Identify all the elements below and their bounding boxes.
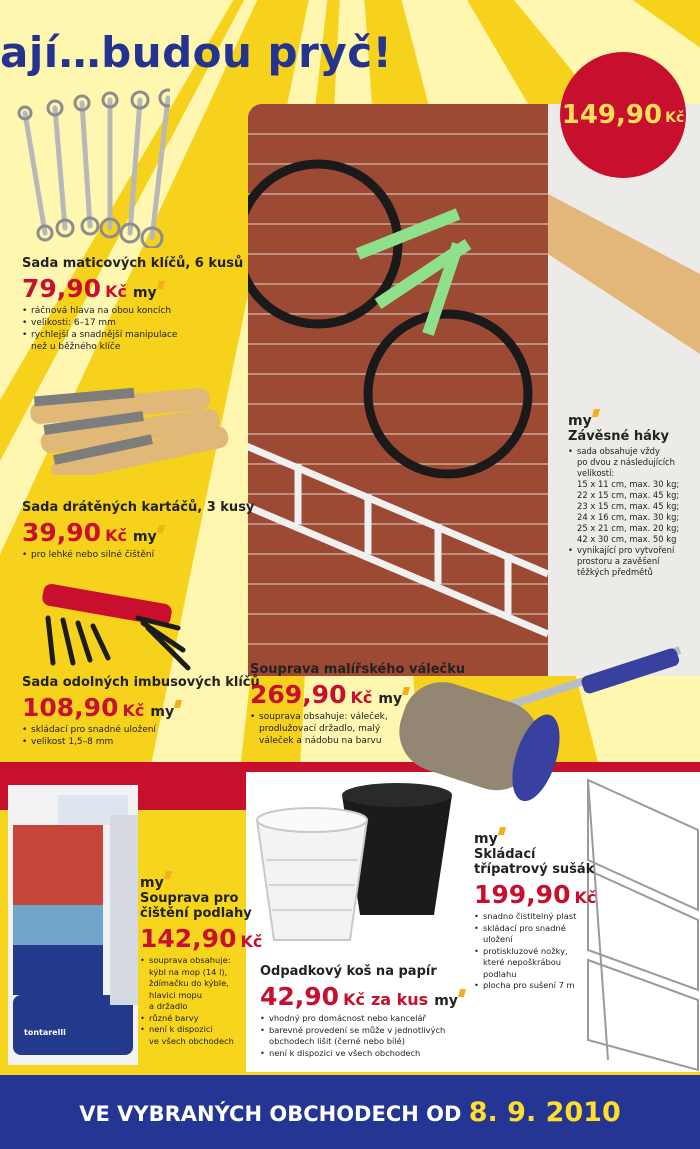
bullet-list xyxy=(22,305,243,353)
bullet-text: hlavici mopu xyxy=(149,989,203,1000)
size-text: 24 x 16 cm, max. 30 kg; xyxy=(577,512,680,522)
size-text: 25 x 21 cm, max. 20 kg; xyxy=(577,523,680,533)
floor-kit-image xyxy=(8,785,138,1065)
product-floor-kit xyxy=(140,872,263,1047)
wrenches-image xyxy=(10,88,170,248)
product-price xyxy=(22,274,243,303)
product-price xyxy=(22,693,260,722)
price-currency: Kč xyxy=(350,688,373,707)
footer-banner xyxy=(0,1075,700,1149)
dryer-image xyxy=(578,770,700,1075)
bullet: • snadno čistitelný plast xyxy=(474,911,584,923)
product-title: Sada maticových klíčů, 6 kusů xyxy=(22,256,244,271)
bullet: • protiskluzové nožky, xyxy=(474,946,584,958)
product-wrenches xyxy=(22,256,243,353)
price-unit: za kus xyxy=(370,990,429,1009)
bullet-text: kýbl na mop (14 l), xyxy=(149,966,228,977)
bullet-continuation xyxy=(474,934,584,946)
size-text: 22 x 15 cm, max. 45 kg; xyxy=(577,490,680,500)
waste-bins-image xyxy=(252,780,462,950)
bullet-text: ždímačku do kýble, xyxy=(149,978,229,988)
bullet-text: které nepoškrábou xyxy=(483,957,562,967)
bullet: • různé barvy xyxy=(140,1013,250,1025)
size-text: 42 x 30 cm, max. 50 kg xyxy=(577,534,677,544)
bullet-continuation xyxy=(140,1001,250,1013)
bullet-text: po dvou z následujících xyxy=(577,457,675,467)
bullet: • není k dispozici ve všech obchodech xyxy=(260,1048,458,1060)
bullet-list xyxy=(474,911,584,992)
bullet: • pro lehké nebo silné čištění xyxy=(22,549,254,561)
bullet-continuation xyxy=(568,567,700,578)
price-currency: Kč xyxy=(343,990,365,1009)
price-value: 42,90 xyxy=(260,982,340,1011)
bullet: • skládací pro snadné xyxy=(474,923,584,935)
bike-photo-panel xyxy=(248,104,700,676)
bullet-list xyxy=(22,724,260,748)
bullet: • barevné provedení se může v jednotlivých xyxy=(260,1025,458,1037)
bullet-continuation xyxy=(474,957,584,969)
bullet: • rychlejší a snadnější manipulace xyxy=(22,329,243,341)
product-dryer xyxy=(474,828,597,992)
brand-logo: my xyxy=(140,875,164,891)
footer-date: 8. 9. 2010 xyxy=(468,1097,621,1128)
bullet-text: velikostí: xyxy=(577,468,615,478)
bullet-text: obchodech lišit (černé nebo bílé) xyxy=(269,1036,405,1046)
product-price xyxy=(474,880,597,909)
hex-keys-image xyxy=(28,578,198,673)
bullet: • velikosti: 6–17 mm xyxy=(22,317,243,329)
brand-logo: my xyxy=(132,529,157,545)
footer-text: VE VYBRANÝCH OBCHODECH OD xyxy=(79,1102,462,1126)
bullet-continuation xyxy=(22,341,243,353)
bullet-continuation xyxy=(568,468,700,479)
product-price xyxy=(22,518,254,547)
bullet: • vynikající pro vytvoření xyxy=(568,545,700,556)
size-row xyxy=(568,534,700,545)
bullet-continuation xyxy=(140,1036,250,1048)
price-value: 39,90 xyxy=(22,518,102,547)
price-value: 79,90 xyxy=(22,274,102,303)
bullet: • plocha pro sušení 7 m xyxy=(474,980,584,992)
price-currency: Kč xyxy=(665,110,685,126)
product-price xyxy=(140,924,263,953)
product-title: Odpadkový koš na papír xyxy=(260,964,437,979)
size-row xyxy=(568,501,700,512)
product-price xyxy=(260,982,458,1011)
size-row xyxy=(568,512,700,523)
bullet-text: uložení xyxy=(483,934,513,944)
product-title: Závěsné háky xyxy=(568,429,669,444)
product-title-line2: čištění podlahy xyxy=(140,906,252,921)
bullet-continuation xyxy=(474,969,584,981)
price-value: 108,90 xyxy=(22,693,119,722)
brushes-image xyxy=(10,385,240,475)
price-currency: Kč xyxy=(574,888,597,907)
brand-logo: my xyxy=(378,691,403,707)
product-brushes xyxy=(22,500,254,561)
size-row xyxy=(568,523,700,534)
bullet: • není k dispozici xyxy=(140,1024,250,1036)
headline: ají…budou pryč! xyxy=(0,28,393,77)
product-title: Sada odolných imbusových klíčů xyxy=(22,675,260,690)
price-value: 199,90 xyxy=(474,880,571,909)
product-title: Souprava malířského válečku xyxy=(250,662,466,677)
bullet-text: podlahu xyxy=(483,968,517,979)
price-currency: Kč xyxy=(105,282,127,301)
bullet: • sada obsahuje vždy xyxy=(568,446,700,457)
product-waste-bin xyxy=(260,964,458,1059)
product-title-line1: Skládací xyxy=(474,847,536,862)
bullet-text: prostoru a zavěšení xyxy=(577,556,660,566)
size-text: 15 x 11 cm, max. 30 kg; xyxy=(577,479,680,489)
price-currency: Kč xyxy=(122,701,145,720)
bullet: • skládací pro snadné uložení xyxy=(22,724,260,736)
hooks-price-badge xyxy=(560,52,686,178)
price-currency: Kč xyxy=(105,526,127,545)
size-row xyxy=(568,479,700,490)
brand-logo: my xyxy=(568,413,592,429)
bullet: • ráčnová hlava na obou koncích xyxy=(22,305,243,317)
size-row xyxy=(568,490,700,501)
footer-line xyxy=(0,1097,700,1128)
bullet: • souprava obsahuje: váleček, xyxy=(250,711,465,723)
bullet-text: ve všech obchodech xyxy=(149,1035,234,1046)
brand-logo: my xyxy=(474,831,498,847)
bullet-continuation xyxy=(260,1036,458,1048)
bullet-text: než u běžného klíče xyxy=(31,342,121,352)
bullet: • vhodný pro domácnost nebo kancelář xyxy=(260,1013,458,1025)
bullet: • souprava obsahuje: xyxy=(140,955,250,967)
brand-logo: my xyxy=(434,993,458,1009)
bullet: • velikost 1,5–8 mm xyxy=(22,736,260,748)
bike-photo xyxy=(248,104,700,676)
brand-logo: my xyxy=(132,285,157,301)
price-currency: Kč xyxy=(240,932,263,951)
tontarelli-logo: tontarelli xyxy=(24,1028,66,1037)
bullet-continuation xyxy=(568,457,700,468)
bullet-text: váleček a nádobu na barvu xyxy=(259,736,382,746)
product-title-line1: Souprava pro xyxy=(140,891,239,906)
bullet-continuation xyxy=(568,556,700,567)
product-title-line2: třípatrový sušák xyxy=(474,862,595,877)
bullet-text: a držadlo xyxy=(149,1001,188,1011)
price-value: 142,90 xyxy=(140,924,237,953)
price-value: 149,90 xyxy=(561,100,663,130)
size-text: 23 x 15 cm, max. 45 kg; xyxy=(577,501,680,511)
bullet-list xyxy=(260,1013,458,1059)
bullet-text: těžkých předmětů xyxy=(577,567,653,577)
bullet-continuation xyxy=(140,978,250,990)
bullet-list xyxy=(22,549,254,561)
bullet-continuation xyxy=(140,990,250,1002)
brand-logo: my xyxy=(150,704,175,720)
bullet-continuation xyxy=(140,967,250,979)
bullet-text: prodlužovací držadlo, malý xyxy=(259,724,381,734)
price-value: 269,90 xyxy=(250,680,347,709)
product-hex-keys xyxy=(22,675,260,748)
product-hooks xyxy=(568,410,700,578)
bullet-list xyxy=(140,955,250,1047)
bullet-list xyxy=(568,446,700,578)
product-title: Sada drátěných kartáčů, 3 kusy xyxy=(22,500,255,515)
